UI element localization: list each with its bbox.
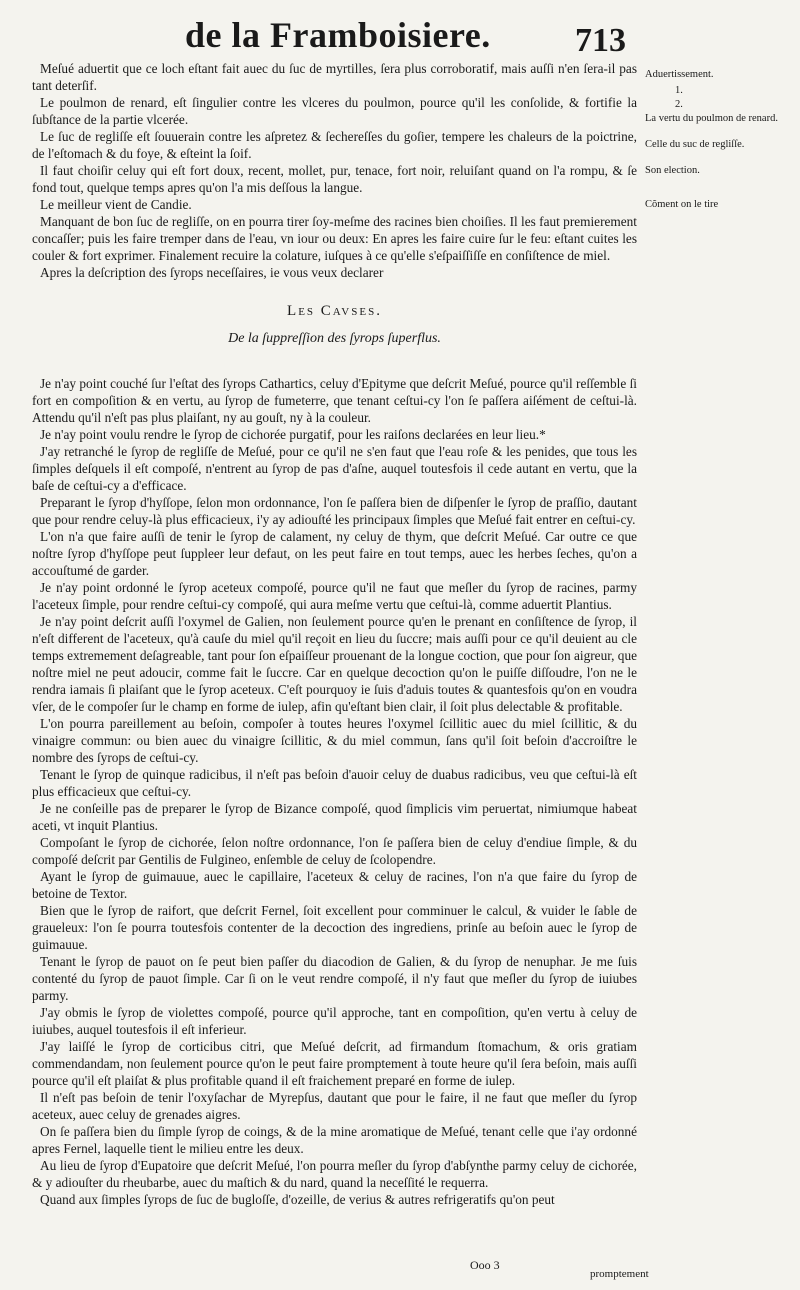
margin-note: Aduertissement. [645,69,714,80]
paragraph: L'on n'a que faire auſſi de tenir le ſyrop de calament, ny celuy de thym, que deſcrit Meſué. Car outre ce que noſtre ſyrop d'hyſſope peut ſuppleer leur defaut, on les peut faire en tout temps, auec les herbes ſeches, qu'on a accouſtumé de garder. [32,529,637,578]
paragraph: J'ay laiſſé le ſyrop de corticibus citri, que Meſué deſcrit, ad firmandum ſtomachum, & oris gratiam commendandam, non ſeulement pource qu'on le peut faire promptement à toute heure qu'il ſera beſoin, mais auſſi pource qu'il eſt plaiſat & plus profitable quand il eſt fraichement preparé en forme de iulep. [32,1039,637,1088]
paragraph: Le poulmon de renard, eſt ſingulier contre les vlceres du poulmon, pource qu'il les conſolide, & fortifie la ſubſtance de la partie vlcerée. [32,95,637,127]
paragraph: Je n'ay point voulu rendre le ſyrop de cichorée purgatif, pour les raiſons declarées en leur lieu.* [40,427,546,442]
margin-note: Cõment on le tire [645,199,719,210]
margin-note: Son election. [645,165,700,176]
paragraph: Je ne conſeille pas de preparer le ſyrop de Bizance compoſé, quod ſimplicis vim peruertat, nimiumque habeat aceti, vt inquit Plantius. [32,801,637,833]
paragraph: Au lieu de ſyrop d'Eupatoire que deſcrit Meſué, l'on pourra meſler du ſyrop d'abſynthe parmy celuy de cichorée, & y adiouſter du rheubarbe, auec du maſtich & du nard, quand la neceſſité le requerra. [32,1158,637,1190]
margin-note: Celle du suc de regliſſe. [645,139,745,150]
paragraph: Il faut choiſir celuy qui eſt fort doux, recent, mollet, pur, tenace, fort noir, reluiſant quand on l'a rompu, & ſe fond tout, quelque temps apres qu'on l'a mis deſſous la langue. [32,163,637,195]
paragraph: Bien que le ſyrop de raifort, que deſcrit Fernel, ſoit excellent pour comminuer le calcul, & vuider le ſable de graueleux: l'on ſe pourra toutesfois contenter de la decoction des ingrediens, prinſe au beſoin auec le ſyrop de guimauue. [32,903,637,952]
running-head: de la Framboisiere. [185,15,491,55]
catchword: promptement [590,1268,649,1280]
paragraph: Meſué aduertit que ce loch eſtant fait auec du ſuc de myrtilles, ſera plus corroboratif, mais auſſi n'en ſera-il pas tant deterſif. [32,61,637,93]
paragraph: Tenant le ſyrop de pauot on ſe peut bien paſſer du diacodion de Galien, & du ſyrop de nenuphar. Je me ſuis contenté du ſyrop de pauot ſimple. Car ſi on le veut rendre compoſé, il n'y faut que meſler du ſyrop de iuiubes parmy. [32,954,637,1003]
section-title: Les Cavses. [287,303,382,319]
margin-note: La vertu du poulmon de renard. [645,113,778,124]
main-text [32,60,637,1208]
paragraph: Compoſant le ſyrop de cichorée, ſelon noſtre ordonnance, l'on ſe paſſera bien de celuy d'endiue ſimple, & du compoſé deſcrit par Gentilis de Fulgineo, enſemble de celuy de ſcolopendre. [32,835,637,867]
paragraph: Quand aux ſimples ſyrops de ſuc de bugloſſe, d'ozeille, de verius & autres refrigeratifs qu'on peut [40,1192,555,1207]
paragraph: Le meilleur vient de Candie. [40,197,192,212]
paragraph: On ſe paſſera bien du ſimple ſyrop de coings, & de la mine aromatique de Meſué, tenant celle que i'ay ordonné apres Fernel, laquelle tient le milieu entre les deux. [32,1124,637,1156]
paragraph: J'ay retranché le ſyrop de regliſſe de Meſué, pour ce qu'il ne s'en faut que l'eau roſe & les penides, que tous les ſimples deſquels il eſt compoſé, n'entrent au ſyrop de pas d'aſne, auquel toutesfois il cede autant en vertu, que la baſe de ceſtui-cy a d'efficace. [32,444,637,493]
paragraph: Je n'ay point couché ſur l'eſtat des ſyrops Cathartics, celuy d'Epityme que deſcrit Meſué, pource qu'il reſſemble ſi fort en compoſition & en vertu, au ſyrop de fumeterre, que tenant ceſtui-cy l'on ſe paſſera aiſément de ceſtui-là. Attendu qu'il n'eſt pas plus plaiſant, ny au gouſt, ny à la couleur. [32,376,637,425]
paragraph: Je n'ay point ordonné le ſyrop aceteux compoſé, pource qu'il ne faut que meſler du ſyrop de racines, parmy l'aceteux ſimple, pour rendre ceſtui-cy compoſé, qui aura meſme vertu que ceſtui-là, comme aduertit Plantius. [32,580,637,612]
paragraph: Apres la deſcription des ſyrops neceſſaires, ie vous veux declarer [40,265,384,280]
page-header [0,10,800,60]
paragraph: Ayant le ſyrop de guimauue, auec le capillaire, l'aceteux & celuy de racines, l'on n'a que faire du ſyrop de betoine de Textor. [32,869,637,901]
paragraph: Manquant de bon ſuc de regliſſe, on en pourra tirer ſoy-meſme des racines bien choiſies. Il les faut premierement concaſſer; puis les faire tremper dans de l'eau, vn iour ou deux: En apres les faire cuire ſur le feu: eſtant cuites les couler & fort exprimer. Finalement recuire la colature, iuſques à ce qu'elle s'eſpaiſſiſſe en conſiſtence de miel. [32,214,637,263]
paragraph: Je n'ay point deſcrit auſſi l'oxymel de Galien, non ſeulement pource qu'en le prenant en conſiſtence de ſyrop, il n'eſt different de l'aceteux, qu'à cauſe du miel qu'il reçoit en lieu du ſuccre; mais auſſi pour ce qu'il deuient au cle temps extremement deſagreable, tant pour ſon eſpaiſſeur prouenant de la longue coction, que pour ſon aigreur, que noſtre miel ne peut adoucir, comme fait le ſuccre. Car en quelque decoction qu'on le puiſſe diſſoudre, l'on ne le rendra iamais ſi plaiſant que le ſyrop aceteux. C'eſt pourquoy ie ſuis d'aduis toutes & quantesfois qu'on en voudra vſer, de le compoſer ſur le champ en forme de iulep, afin qu'eſtant bien clair, il ſoit plus delectable & profitable. [32,614,637,714]
paragraph: Le ſuc de regliſſe eſt ſouuerain contre les aſpretez & ſechereſſes du goſier, tempere les chaleurs de la poictrine, de l'eſtomach & du foye, & eſteint la ſoif. [32,129,637,161]
paragraph: L'on pourra pareillement au beſoin, compoſer à toutes heures l'oxymel ſcillitic auec du miel ſcillitic, & du vinaigre commun: ou bien auec du vinaigre ſcillitic, & du miel commun, ſans qu'il ſoit beſoin d'accroiſtre le nombre des ſyrops de ceſtui-cy. [32,716,637,765]
page-number: 713 [575,22,626,59]
margin-note: 2. [675,99,683,110]
paragraph: Preparant le ſyrop d'hyſſope, ſelon mon ordonnance, l'on ſe paſſera bien de diſpenſer le ſyrop de praſſio, dautant que pour rendre celuy-là plus efficacieux, i'y ay adiouſté les principaux ſimples que Meſué fait entrer en ceſtui-cy. [32,495,637,527]
section-subtitle: De la ſuppreſſion des ſyrops ſuperflus. [228,331,441,346]
margin-note: 1. [675,85,683,96]
paragraph: Il n'eſt pas beſoin de tenir l'oxyſachar de Myrepſus, dautant que pour le faire, il ne faut que meſler du ſyrop aceteux, auec celuy de grenades aigres. [32,1090,637,1122]
signature-mark: Ooo 3 [470,1258,500,1272]
paragraph: Tenant le ſyrop de quinque radicibus, il n'eſt pas beſoin d'auoir celuy de duabus radicibus, veu que ceſtui-là eſt plus efficacieux que ceſtui-cy. [32,767,637,799]
paragraph: J'ay obmis le ſyrop de violettes compoſé, pource qu'il approche, tant en compoſition, qu'en vertu à celuy de iuiubes, auquel toutesfois il eſt inferieur. [32,1005,637,1037]
